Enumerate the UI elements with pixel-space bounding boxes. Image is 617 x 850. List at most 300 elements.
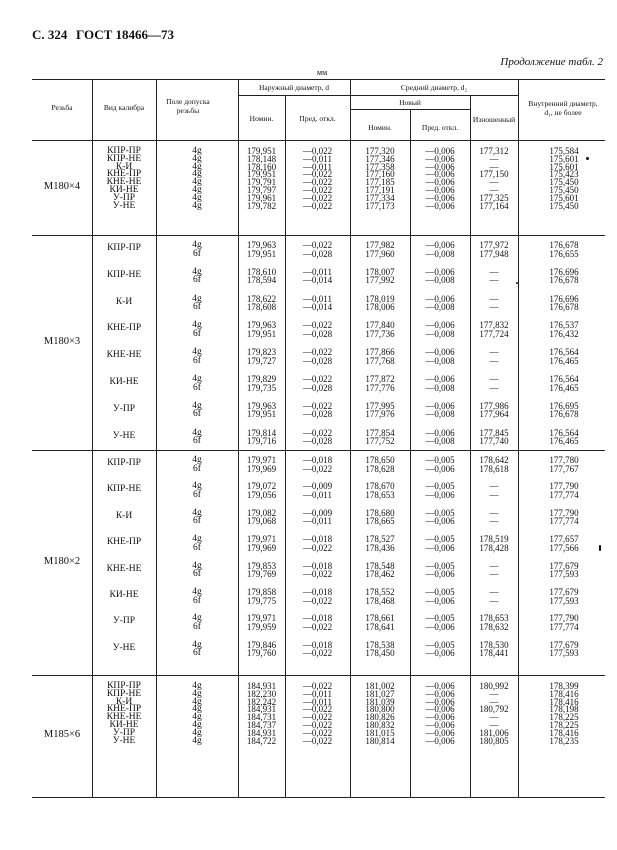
cell-worn: — [489, 275, 499, 286]
cell-pd-dev: —0,006 [425, 146, 455, 156]
inner-diameter-header: Внутренний диаметр, d₁, не более [528, 99, 598, 117]
cell-field: 4g [192, 161, 202, 172]
gauge-name: КИ-НЕ [109, 185, 139, 195]
cell-od-dev: —0,011 [303, 696, 332, 707]
cell-d1: 177,774 [549, 622, 579, 632]
cell-field: 4g [192, 613, 202, 624]
cell-od-nom: 179,963 [246, 320, 277, 331]
cell-field: 6f [193, 648, 201, 659]
cell-od-nom: 179,775 [246, 595, 277, 606]
header-subrule-1 [238, 95, 518, 96]
cell-d1: 176,696 [549, 266, 579, 277]
cell-worn: — [489, 595, 499, 606]
cell-pd-dev: —0,006 [425, 177, 455, 188]
cell-d1: 176,678 [549, 409, 579, 420]
cell-d1: 177,679 [549, 560, 579, 571]
cell-od-nom: 184,722 [246, 735, 277, 746]
gauge-name: КНЕ-НЕ [106, 177, 142, 188]
cell-od-nom: 184,731 [246, 712, 277, 723]
cell-od-nom: 179,760 [246, 648, 277, 659]
cell-od-dev: —0,022 [302, 463, 333, 474]
pd-nominal-header: Номин. [368, 123, 392, 132]
cell-field: 4g [192, 720, 202, 730]
cell-pd-nom: 181,002 [365, 681, 395, 691]
cell-d1: 177,790 [549, 481, 579, 492]
cell-od-nom: 184,931 [246, 681, 277, 691]
cell-od-nom: 178,148 [246, 153, 277, 164]
cell-od-dev: —0,022 [302, 648, 333, 659]
page-number: С. 324 [32, 27, 68, 42]
thread-label: M180×2 [43, 555, 81, 567]
gauge-name: КИ-НЕ [109, 377, 139, 387]
cell-d1: 177,657 [549, 534, 579, 545]
cell-pd-nom: 178,548 [365, 560, 395, 571]
group-separator [32, 235, 605, 236]
gauge-name: КПР-ПР [107, 681, 141, 691]
cell-pd-dev: —0,005 [425, 455, 455, 465]
cell-d1: 178,225 [549, 720, 579, 730]
cell-field: 6f [193, 329, 201, 339]
cell-od-dev: —0,018 [302, 639, 333, 650]
cell-pd-dev: —0,006 [425, 400, 455, 411]
cell-od-dev: —0,022 [302, 727, 333, 738]
cell-d1: 175,601 [549, 153, 579, 164]
cell-pd-dev: —0,006 [425, 427, 455, 438]
cell-od-nom: 179,951 [246, 329, 277, 339]
cell-pd-nom: 178,019 [365, 293, 395, 304]
cell-pd-dev: —0,006 [425, 161, 455, 172]
gauge-name: КНЕ-ПР [106, 169, 142, 180]
cell-od-nom: 179,716 [246, 436, 277, 447]
cell-od-nom: 179,769 [246, 569, 277, 580]
gauge-name: КПР-НЕ [106, 269, 142, 280]
gauge-name: КПР-НЕ [106, 688, 142, 699]
cell-od-nom: 178,608 [246, 302, 277, 313]
cell-od-nom: 178,622 [246, 293, 277, 304]
cell-pd-nom: 177,776 [365, 382, 395, 393]
cell-worn: — [489, 293, 499, 304]
cell-worn: 177,724 [479, 329, 509, 339]
gauge-name: К-И [115, 296, 133, 307]
cell-d1: 178,416 [549, 688, 579, 699]
cell-worn: — [489, 481, 499, 492]
cell-od-dev: —0,011 [303, 153, 332, 164]
cell-worn: 180,992 [479, 681, 509, 691]
cell-od-dev: —0,022 [302, 200, 333, 211]
cell-d1: 176,655 [549, 248, 579, 259]
cell-field: 4g [192, 712, 202, 723]
cell-od-nom: 179,969 [246, 542, 277, 553]
cell-od-dev: —0,018 [302, 560, 333, 571]
cell-d1: 177,679 [549, 587, 579, 597]
cell-d1: 177,774 [549, 516, 579, 527]
cell-pd-nom: 177,173 [365, 200, 395, 211]
cell-worn: — [489, 355, 499, 366]
cell-field: 4g [192, 427, 202, 438]
cell-field: 4g [192, 347, 202, 358]
gauge-name: У-НЕ [112, 642, 136, 653]
cell-d1: 178,416 [549, 696, 579, 707]
cell-pd-dev: —0,006 [425, 347, 455, 358]
group-separator [32, 450, 605, 451]
cell-pd-dev: —0,006 [425, 490, 455, 500]
thread-header: Резьба [51, 103, 73, 112]
cell-worn: — [489, 161, 499, 172]
cell-pd-nom: 177,334 [365, 192, 395, 203]
cell-d1: 176,678 [549, 302, 579, 313]
cell-field: 6f [193, 463, 201, 474]
cell-od-dev: —0,022 [302, 569, 333, 580]
cell-pd-nom: 178,462 [365, 569, 395, 580]
cell-field: 4g [192, 240, 202, 250]
cell-worn: — [489, 587, 499, 597]
cell-d1: 178,399 [549, 681, 579, 691]
cell-pd-dev: —0,006 [425, 516, 455, 527]
cell-worn: 177,325 [479, 192, 509, 203]
cell-od-nom: 179,782 [246, 200, 277, 211]
gauge-name: КИ-НЕ [109, 720, 139, 730]
cell-pd-dev: —0,005 [425, 507, 455, 518]
cell-pd-nom: 177,872 [365, 374, 395, 384]
cell-pd-nom: 177,346 [365, 153, 395, 164]
cell-worn: 181,006 [479, 727, 509, 738]
cell-od-dev: —0,022 [302, 177, 333, 188]
gauge-name: У-ПР [112, 403, 136, 414]
pd-deviation-header: Пред. откл. [421, 123, 459, 132]
cell-od-nom: 179,951 [246, 169, 277, 180]
cell-pd-dev: —0,006 [425, 169, 455, 180]
cell-field: 4g [192, 560, 202, 571]
cell-field: 4g [192, 266, 202, 277]
cell-worn: — [489, 177, 499, 188]
cell-od-dev: —0,028 [302, 248, 333, 259]
cell-worn: 177,740 [479, 436, 509, 447]
cell-d1: 178,225 [549, 712, 579, 723]
cell-d1: 177,593 [549, 569, 579, 580]
cell-pd-nom: 178,670 [365, 481, 395, 492]
cell-od-dev: —0,022 [302, 681, 333, 691]
cell-pd-dev: —0,005 [425, 639, 455, 650]
cell-od-nom: 179,829 [246, 374, 277, 384]
cell-d1: 178,198 [549, 704, 579, 715]
cell-pd-nom: 177,995 [365, 400, 395, 411]
cell-d1: 177,774 [549, 490, 579, 500]
cell-field: 4g [192, 185, 202, 195]
cell-od-nom: 179,814 [246, 427, 277, 438]
cell-field: 6f [193, 382, 201, 393]
cell-od-nom: 179,963 [246, 400, 277, 411]
cell-field: 4g [192, 727, 202, 738]
cell-pd-nom: 178,680 [365, 507, 395, 518]
cell-od-dev: —0,022 [302, 185, 333, 195]
cell-od-dev: —0,028 [302, 436, 333, 447]
cell-pd-nom: 177,866 [365, 347, 395, 358]
new-header: Новый [399, 98, 421, 107]
cell-od-dev: —0,009 [302, 507, 333, 518]
gauge-name: КПР-НЕ [106, 484, 142, 495]
cell-pd-dev: —0,008 [425, 248, 455, 259]
cell-worn: 178,441 [479, 648, 509, 659]
cell-pd-nom: 178,007 [365, 266, 395, 277]
cell-pd-nom: 178,538 [365, 639, 395, 650]
cell-od-dev: —0,022 [302, 240, 333, 250]
cell-od-dev: —0,022 [302, 427, 333, 438]
cell-od-nom: 179,971 [246, 534, 277, 545]
cell-od-dev: —0,018 [302, 587, 333, 597]
cell-field: 4g [192, 735, 202, 746]
cell-d1: 176,564 [549, 427, 579, 438]
cell-od-nom: 179,727 [246, 355, 277, 366]
cell-od-dev: —0,022 [302, 347, 333, 358]
cell-od-nom: 179,823 [246, 347, 277, 358]
stray-mark [586, 157, 589, 160]
cell-field: 4g [192, 639, 202, 650]
stray-mark [599, 545, 601, 551]
cell-d1: 177,679 [549, 639, 579, 650]
cell-worn: — [489, 507, 499, 518]
cell-od-nom: 179,969 [246, 463, 277, 474]
cell-od-nom: 178,594 [246, 275, 277, 286]
cell-od-nom: 179,846 [246, 639, 277, 650]
cell-pd-nom: 178,527 [365, 534, 395, 545]
cell-pd-dev: —0,008 [425, 409, 455, 420]
table-bottom-rule [32, 797, 605, 798]
cell-od-nom: 184,931 [246, 704, 277, 715]
cell-pd-dev: —0,006 [425, 153, 455, 164]
cell-d1: 176,696 [549, 293, 579, 304]
cell-od-dev: —0,022 [302, 192, 333, 203]
gauge-name: У-ПР [112, 727, 136, 738]
cell-d1: 176,465 [549, 436, 579, 447]
gauge-name: КНЕ-НЕ [106, 350, 142, 361]
cell-pd-nom: 181,015 [365, 727, 395, 738]
cell-field: 4g [192, 320, 202, 331]
cell-od-nom: 182,230 [246, 688, 277, 699]
cell-d1: 176,678 [549, 275, 579, 286]
cell-od-dev: —0,014 [302, 302, 333, 313]
cell-pd-nom: 177,185 [365, 177, 395, 188]
cell-field: 4g [192, 507, 202, 518]
cell-worn: — [489, 569, 499, 580]
cell-pd-dev: —0,006 [425, 185, 455, 195]
cell-od-dev: —0,028 [302, 355, 333, 366]
cell-field: 4g [192, 587, 202, 597]
gauge-name: У-ПР [112, 616, 136, 627]
cell-d1: 175,450 [549, 185, 579, 195]
cell-od-dev: —0,022 [302, 146, 333, 156]
cell-od-nom: 179,971 [246, 613, 277, 624]
gauge-name: КПР-ПР [107, 458, 141, 468]
cell-d1: 177,566 [549, 542, 579, 553]
gauge-name: КПР-НЕ [106, 153, 142, 164]
cell-field: 4g [192, 400, 202, 411]
cell-pd-nom: 177,854 [365, 427, 395, 438]
cell-od-nom: 184,737 [246, 720, 277, 730]
cell-worn: 177,964 [479, 409, 509, 420]
cell-worn: — [489, 490, 499, 500]
cell-pd-nom: 178,665 [365, 516, 395, 527]
cell-field: 6f [193, 248, 201, 259]
cell-pd-nom: 178,641 [365, 622, 395, 632]
cell-worn: — [489, 712, 499, 723]
cell-pd-dev: —0,006 [425, 648, 455, 659]
outer-diameter-header: Наружный диаметр, d [258, 83, 330, 92]
cell-od-nom: 178,160 [246, 161, 277, 172]
cell-worn: 177,986 [479, 400, 509, 411]
cell-pd-nom: 178,653 [365, 490, 395, 500]
group-separator [32, 675, 605, 676]
cell-od-nom: 179,959 [246, 622, 277, 632]
cell-pd-nom: 177,840 [365, 320, 395, 331]
cell-pd-dev: —0,005 [425, 613, 455, 624]
cell-worn: — [489, 560, 499, 571]
cell-d1: 176,432 [549, 329, 579, 339]
gauge-name: КНЕ-ПР [106, 537, 142, 548]
cell-od-dev: —0,022 [302, 374, 333, 384]
cell-pd-dev: —0,006 [425, 374, 455, 384]
cell-d1: 175,450 [549, 200, 579, 211]
gauge-name: КНЕ-ПР [106, 323, 142, 334]
cell-pd-dev: —0,006 [425, 192, 455, 203]
cell-d1: 177,780 [549, 455, 579, 465]
cell-od-dev: —0,018 [302, 613, 333, 624]
cell-d1: 177,593 [549, 595, 579, 606]
cell-field: 4g [192, 534, 202, 545]
cell-field: 6f [193, 436, 201, 447]
cell-pd-nom: 180,826 [365, 712, 395, 723]
cell-od-nom: 179,951 [246, 146, 277, 156]
cell-pd-nom: 177,976 [365, 409, 395, 420]
cell-od-nom: 178,610 [246, 266, 277, 277]
cell-od-nom: 182,242 [246, 696, 277, 707]
cell-worn: — [489, 688, 499, 699]
standard-title: ГОСТ 18466—73 [76, 27, 175, 42]
gauge-name: У-НЕ [112, 430, 136, 441]
cell-od-dev: —0,022 [302, 542, 333, 553]
cell-d1: 176,564 [549, 374, 579, 384]
cell-field: 4g [192, 192, 202, 203]
cell-pd-dev: —0,006 [425, 720, 455, 730]
cell-worn: 178,519 [479, 534, 509, 545]
cell-pd-dev: —0,008 [425, 355, 455, 366]
cell-worn: — [489, 302, 499, 313]
od-deviation-header: Пред. откл. [299, 114, 336, 123]
gauge-name: У-ПР [112, 192, 136, 203]
cell-od-dev: —0,011 [303, 516, 332, 527]
cell-worn: — [489, 266, 499, 277]
gauge-name: КПР-ПР [107, 243, 141, 253]
cell-field: 4g [192, 681, 202, 691]
cell-d1: 177,767 [549, 463, 579, 474]
cell-worn: 177,150 [479, 169, 509, 180]
cell-worn: — [489, 516, 499, 527]
units-label: мм [317, 68, 328, 77]
cell-od-dev: —0,011 [303, 490, 332, 500]
cell-od-dev: —0,022 [302, 400, 333, 411]
cell-worn: 178,618 [479, 463, 509, 474]
cell-field: 6f [193, 569, 201, 580]
cell-worn: 177,312 [479, 146, 509, 156]
cell-pd-dev: —0,008 [425, 382, 455, 393]
cell-pd-nom: 181,039 [365, 696, 395, 707]
cell-od-nom: 179,072 [246, 481, 277, 492]
cell-od-dev: —0,011 [303, 293, 332, 304]
cell-od-dev: —0,028 [302, 329, 333, 339]
cell-d1: 178,235 [549, 735, 579, 746]
cell-pd-nom: 177,160 [365, 169, 395, 180]
gauge-name: КНЕ-НЕ [106, 712, 142, 723]
cell-od-dev: —0,011 [303, 266, 332, 277]
cell-od-nom: 179,797 [246, 185, 277, 195]
cell-pd-nom: 177,752 [365, 436, 395, 447]
cell-od-nom: 179,951 [246, 248, 277, 259]
cell-pd-nom: 177,358 [365, 161, 395, 172]
cell-worn: 177,164 [479, 200, 509, 211]
cell-od-dev: —0,022 [302, 622, 333, 632]
cell-worn: — [489, 185, 499, 195]
cell-worn: 178,428 [479, 542, 509, 553]
cell-od-nom: 179,971 [246, 455, 277, 465]
cell-pd-nom: 177,992 [365, 275, 395, 286]
cell-pd-dev: —0,008 [425, 302, 455, 313]
cell-worn: 177,948 [479, 248, 509, 259]
cell-worn: 177,832 [479, 320, 509, 331]
cell-worn: — [489, 347, 499, 358]
cell-pd-dev: —0,005 [425, 534, 455, 545]
cell-pd-dev: —0,006 [425, 727, 455, 738]
cell-worn: — [489, 153, 499, 164]
cell-d1: 175,601 [549, 192, 579, 203]
cell-worn: 178,653 [479, 613, 509, 624]
cell-field: 4g [192, 688, 202, 699]
cell-field: 4g [192, 481, 202, 492]
cell-field: 4g [192, 696, 202, 707]
cell-pd-dev: —0,006 [425, 712, 455, 723]
cell-od-dev: —0,011 [303, 688, 332, 699]
cell-pd-nom: 177,960 [365, 248, 395, 259]
cell-pd-dev: —0,006 [425, 320, 455, 331]
cell-worn: — [489, 382, 499, 393]
cell-d1: 176,678 [549, 240, 579, 250]
cell-field: 6f [193, 409, 201, 420]
gauge-name: К-И [115, 161, 133, 172]
cell-pd-nom: 178,450 [365, 648, 395, 659]
cell-field: 6f [193, 542, 201, 553]
cell-worn: 178,642 [479, 455, 509, 465]
gauge-name: КИ-НЕ [109, 590, 139, 600]
cell-field: 4g [192, 200, 202, 211]
stray-mark [516, 282, 518, 284]
cell-pd-dev: —0,006 [425, 240, 455, 250]
cell-od-dev: —0,022 [302, 320, 333, 331]
worn-header: Изношенный [472, 115, 516, 124]
cell-worn: 180,792 [479, 704, 509, 715]
cell-od-dev: —0,022 [302, 595, 333, 606]
cell-od-nom: 184,931 [246, 727, 277, 738]
cell-pd-dev: —0,006 [425, 696, 455, 707]
cell-field: 4g [192, 153, 202, 164]
cell-pd-nom: 178,468 [365, 595, 395, 606]
gauge-name: КНЕ-НЕ [106, 563, 142, 574]
cell-worn: 177,972 [479, 240, 509, 250]
cell-pd-dev: —0,006 [425, 704, 455, 715]
cell-pd-dev: —0,006 [425, 622, 455, 632]
cell-pd-dev: —0,006 [425, 569, 455, 580]
cell-pd-nom: 177,191 [365, 185, 395, 195]
cell-worn: 178,530 [479, 639, 509, 650]
gauge-type-header: Вид калибра [103, 103, 145, 112]
cell-d1: 175,423 [549, 169, 579, 180]
